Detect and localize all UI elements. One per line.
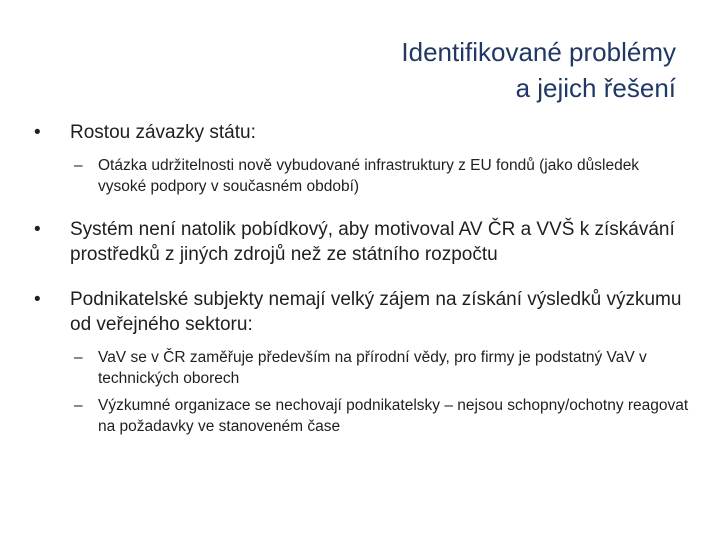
sub-bullet-text: Výzkumné organizace se nechovají podnikatelsky – nejsou schopny/ochotny reagovat na požadavky ve stanoveném čase [98, 397, 689, 435]
sub-bullet-text: Otázka udržitelnosti nově vybudované infrastruktury z EU fondů (jako důsledek vysoké podpory v současném období) [98, 157, 640, 195]
bullet-text: Podnikatelské subjekty nemají velký zájem na získání výsledků výzkumu od veřejného sektoru: [70, 289, 682, 335]
bullet-item [30, 120, 690, 145]
bullet-marker: • [34, 289, 41, 310]
slide-content [30, 120, 690, 449]
bullet-item [30, 217, 690, 267]
sub-bullet-item [30, 155, 690, 197]
bullet-text: Systém není natolik pobídkový, aby motivoval AV ČR a VVŠ k získávání prostředků z jiných zdrojů než ze státního rozpočtu [70, 219, 675, 265]
sub-bullet-marker: – [74, 157, 83, 174]
slide-title-line-2: a jejich řešení [515, 73, 676, 103]
sub-bullet-marker: – [74, 397, 83, 414]
bullet-text: Rostou závazky státu: [70, 122, 256, 143]
sub-bullet-marker: – [74, 349, 83, 366]
sub-bullet-item [30, 347, 690, 389]
bullet-item [30, 287, 690, 337]
bullet-marker: • [34, 219, 41, 240]
sub-bullet-item [30, 395, 690, 437]
slide-title-line-1: Identifikované problémy [401, 37, 676, 67]
bullet-marker: • [34, 122, 41, 143]
sub-bullet-text: VaV se v ČR zaměřuje především na přírodní vědy, pro firmy je podstatný VaV v technických oborech [98, 349, 647, 387]
slide-title [401, 34, 676, 106]
